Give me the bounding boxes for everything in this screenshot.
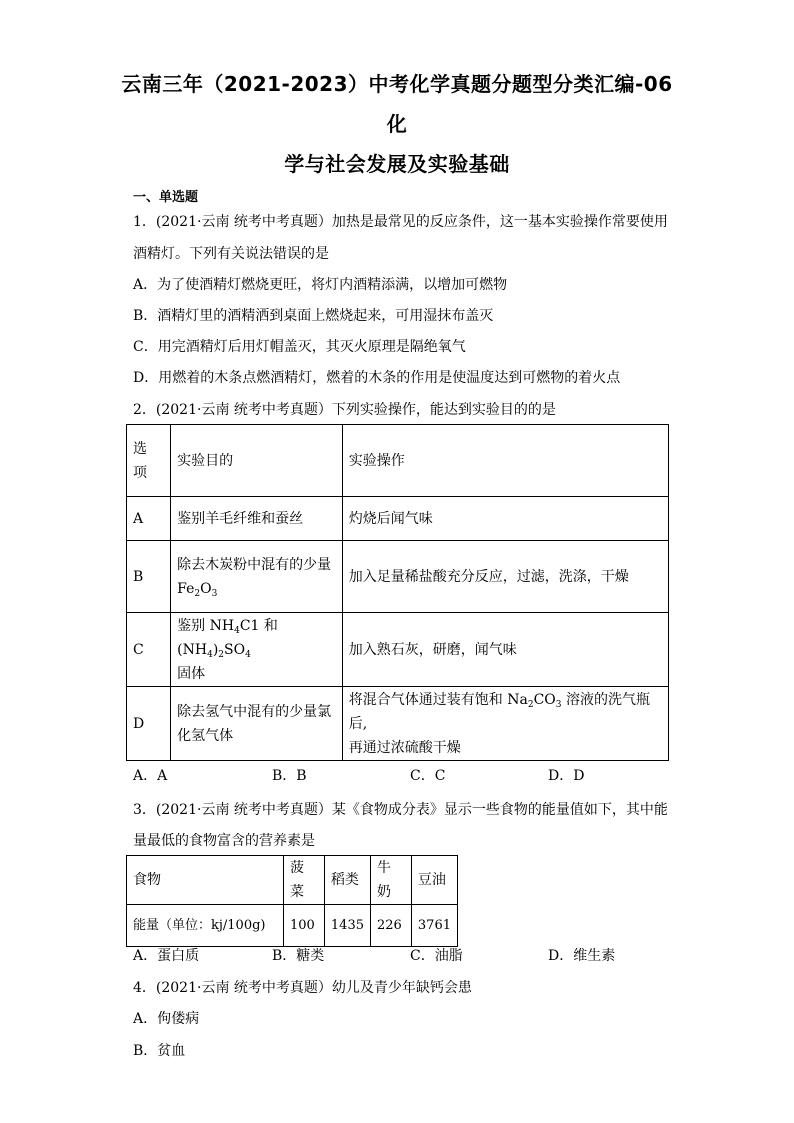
formula-part: CO [533, 691, 556, 708]
q3-table [126, 855, 458, 947]
row-c-purpose-line-1 [177, 614, 336, 662]
q1-stem-line-1: 1．(2021·云南 统考中考真题）加热是最常见的反应条件，这一基本实验操作常要使用 [133, 214, 668, 230]
formula-part: C1 和(NH [177, 617, 278, 658]
table-header-row [127, 425, 669, 497]
formula-part: O [200, 580, 212, 597]
q4-option-b: B．贫血 [133, 1043, 186, 1059]
q3-choice-b: B．糖类 [272, 948, 325, 964]
q3-choice-a: A．蛋白质 [133, 948, 200, 964]
q2-choice-c: C．C [410, 768, 446, 784]
row-b-operation: 加入足量稀盐酸充分反应，过滤，洗涤，干燥 [342, 541, 668, 613]
header-operation-cell: 实验操作 [342, 425, 668, 497]
energy-milk-cell: 226 [371, 905, 412, 947]
food-header-cell: 食物 [127, 856, 284, 905]
q1-option-c: C．用完酒精灯后用灯帽盖灭，其灭火原理是隔绝氧气 [133, 339, 466, 355]
header-option-line-2: 项 [133, 464, 147, 481]
q2-choice-a: A．A [133, 768, 168, 784]
row-d-purpose-line-2: 化氢气体 [177, 727, 234, 744]
row-b-purpose-formula [177, 577, 336, 601]
table-row [127, 613, 669, 687]
row-a-option: A [127, 497, 171, 541]
row-c-option: C [127, 613, 171, 687]
q2-choice-b: B．B [272, 768, 307, 784]
formula-subscript: 4 [234, 625, 240, 636]
formula-subscript: 2 [194, 588, 201, 599]
q3-choice-d: D．维生素 [548, 948, 616, 964]
row-d-purpose [171, 687, 343, 761]
food-soy-oil-cell: 豆油 [411, 856, 457, 905]
row-b-purpose-line-1: 除去木炭粉中混有的少量 [177, 556, 332, 573]
formula-subscript: 4 [207, 649, 213, 660]
row-a-operation: 灼烧后闻气味 [342, 497, 668, 541]
formula-part: 溶液的洗气瓶后, [348, 691, 650, 732]
formula-part: SO [224, 641, 246, 658]
table-row [127, 687, 669, 761]
q4-stem: 4．(2021·云南 统考中考真题）幼儿及青少年缺钙会患 [133, 980, 472, 996]
header-option-line-1: 选 [133, 440, 147, 457]
row-b-option: B [127, 541, 171, 613]
row-c-purpose [171, 613, 343, 687]
row-d-operation [342, 687, 668, 761]
food-milk-cell: 牛奶 [371, 856, 412, 905]
formula-subscript: 3 [555, 699, 562, 710]
formula-part: Fe [177, 580, 195, 597]
q3-stem-line-1: 3．(2021·云南 统考中考真题）某《食物成分表》显示一些食物的能量值如下，其中能 [133, 802, 668, 818]
energy-header-cell: 能量（单位：kj/100g) [127, 905, 284, 947]
q2-stem: 2．(2021·云南 统考中考真题）下列实验操作，能达到实验目的的是 [133, 402, 556, 418]
section-heading: 一、单选题 [133, 190, 199, 205]
formula-subscript: 4 [245, 649, 251, 660]
row-d-option: D [127, 687, 171, 761]
q1-option-d: D．用燃着的木条点燃酒精灯，燃着的木条的作用是使温度达到可燃物的着火点 [133, 370, 621, 386]
row-c-operation: 加入熟石灰，研磨，闻气味 [342, 613, 668, 687]
document-title [120, 64, 674, 184]
row-d-operation-line-2: 再通过浓硫酸干燥 [348, 739, 461, 756]
energy-rice-cell: 1435 [324, 905, 370, 947]
q3-choice-c: C．油脂 [410, 948, 463, 964]
q3-stem-line-2: 量最低的食物富含的营养素是 [133, 833, 315, 849]
q1-option-a: A．为了使酒精灯燃烧更旺，将灯内酒精添满，以增加可燃物 [133, 277, 508, 293]
table-row [127, 856, 458, 905]
formula-subscript: 3 [211, 588, 218, 599]
header-option-cell [127, 425, 171, 497]
table-row [127, 497, 669, 541]
row-b-purpose [171, 541, 343, 613]
header-purpose-cell: 实验目的 [171, 425, 343, 497]
row-d-purpose-line-1: 除去氢气中混有的少量氯 [177, 703, 332, 720]
q4-option-a: A．佝偻病 [133, 1011, 200, 1027]
formula-part: ) [212, 641, 219, 658]
formula-subscript: 2 [527, 699, 534, 710]
q2-choice-d: D．D [548, 768, 585, 784]
title-line-1: 云南三年（2021-2023）中考化学真题分题型分类汇编-06化 [121, 72, 673, 136]
food-spinach-cell: 菠菜 [284, 856, 325, 905]
row-a-purpose: 鉴别羊毛纤维和蚕丝 [171, 497, 343, 541]
title-line-2: 学与社会发展及实验基础 [284, 152, 510, 176]
row-c-purpose-line-2: 固体 [177, 665, 206, 682]
row-d-operation-line-1 [349, 688, 662, 736]
q2-table [126, 424, 669, 761]
table-row [127, 541, 669, 613]
formula-part: 将混合气体通过装有饱和 Na [348, 691, 528, 708]
food-rice-cell: 稻类 [324, 856, 370, 905]
q1-option-b: B．酒精灯里的酒精洒到桌面上燃烧起来，可用湿抹布盖灭 [133, 308, 494, 324]
energy-spinach-cell: 100 [284, 905, 325, 947]
formula-part: 鉴别 NH [177, 617, 235, 634]
q1-stem-line-2: 酒精灯。下列有关说法错误的是 [133, 246, 329, 262]
formula-subscript: 2 [218, 649, 225, 660]
energy-soy-oil-cell: 3761 [411, 905, 457, 947]
table-row [127, 905, 458, 947]
